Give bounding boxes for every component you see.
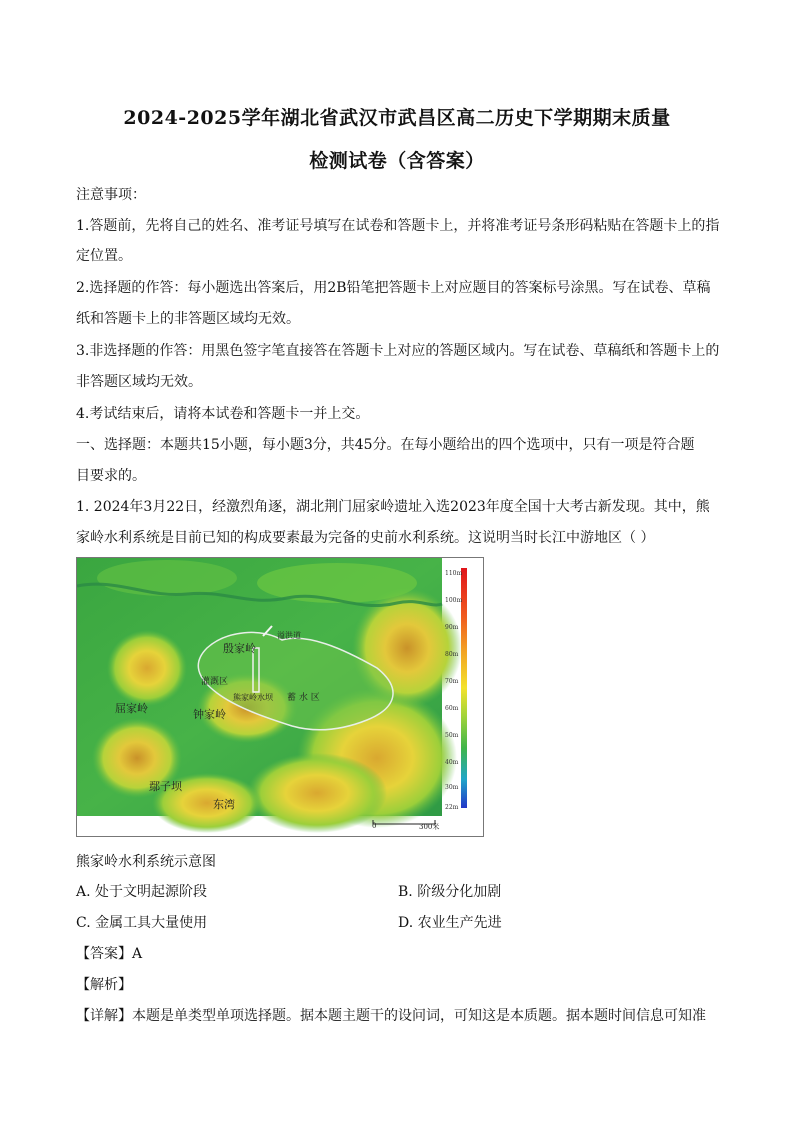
notice-line: 非答题区域均无效。 — [76, 374, 202, 390]
hill — [257, 563, 417, 603]
label-spillway: 溢洪道 — [277, 631, 301, 640]
detail-text: 【详解】本题是单类型单项选择题。据本题主题干的设问词，可知这是本质题。据本题时间信息可知准 — [76, 1008, 706, 1024]
option-a: A. 处于文明起源阶段 — [76, 884, 208, 900]
title-line-2: 检测试卷（含答案） — [309, 150, 485, 172]
hill — [97, 560, 237, 596]
legend-tick: 30m — [445, 784, 459, 791]
label-dongwan: 东湾 — [213, 798, 235, 811]
label-yizifan: 鄢子坝 — [149, 780, 182, 793]
scale-end-label: 300米 — [419, 823, 440, 831]
hill — [107, 630, 187, 706]
elevation-legend — [461, 568, 467, 808]
label-zhongjialing: 钟家岭 — [193, 708, 226, 721]
legend-tick: 110m — [445, 570, 463, 577]
label-storage-area: 蓄 水 区 — [287, 693, 320, 703]
title-line-1: 2024-2025学年湖北省武汉市武昌区高二历史下学期期末质量 — [123, 107, 671, 129]
option-b: B. 阶级分化加剧 — [398, 884, 502, 900]
scale-start-label: 0 — [372, 822, 377, 830]
answer: 【答案】A — [76, 946, 143, 962]
analysis-heading: 【解析】 — [76, 977, 132, 993]
legend-tick: 22m — [445, 804, 459, 811]
label-yinjialing: 殷家岭 — [223, 642, 256, 655]
label-irrigation-area: 灌溉区 — [201, 677, 229, 687]
option-d: D. 农业生产先进 — [398, 915, 502, 931]
legend-tick: 70m — [445, 678, 459, 685]
label-qujialing: 屈家岭 — [115, 702, 148, 715]
legend-tick: 80m — [445, 651, 459, 658]
notice-line: 4.考试结束后，请将本试卷和答题卡一并上交。 — [76, 406, 370, 422]
question-1-line: 1. 2024年3月22日，经激烈角逐，湖北荆门屈家岭遗址入选2023年度全国十大考古新发现。其中，熊 — [76, 499, 710, 515]
question-1-line: 家岭水利系统是目前已知的构成要素最为完备的史前水利系统。这说明当时长江中游地区（ ） — [76, 530, 655, 546]
notice-line: 3.非选择题的作答：用黑色签字笔直接答在答题卡上对应的答题区域内。写在试卷、草稿纸和答题卡上的 — [76, 343, 720, 359]
legend-tick: 100m — [445, 597, 463, 604]
section-heading: 一、选择题：本题共15小题，每小题3分，共45分。在每小题给出的四个选项中，只有一项是符合题 — [76, 437, 695, 453]
section-heading-cont: 目要求的。 — [76, 468, 146, 484]
notice-line: 2.选择题的作答：每小题选出答案后，用2B铅笔把答题卡上对应题目的答案标号涂黑。写在试卷、草稿 — [76, 280, 711, 296]
notice-heading: 注意事项： — [76, 187, 146, 203]
water-system-map — [76, 557, 484, 837]
map-caption: 熊家岭水利系统示意图 — [76, 854, 216, 870]
notice-line: 纸和答题卡上的非答题区域均无效。 — [76, 311, 300, 327]
legend-tick: 40m — [445, 759, 459, 766]
label-dam: 熊家岭水坝 — [233, 693, 273, 702]
hill — [247, 753, 387, 833]
legend-tick: 90m — [445, 624, 459, 631]
legend-tick: 50m — [445, 732, 459, 739]
legend-tick: 60m — [445, 705, 459, 712]
notice-line: 定位置。 — [76, 248, 132, 264]
notice-line: 1.答题前，先将自己的姓名、准考证号填写在试卷和答题卡上，并将准考证号条形码粘贴在答题卡上的指 — [76, 218, 720, 234]
option-c: C. 金属工具大量使用 — [76, 915, 208, 931]
